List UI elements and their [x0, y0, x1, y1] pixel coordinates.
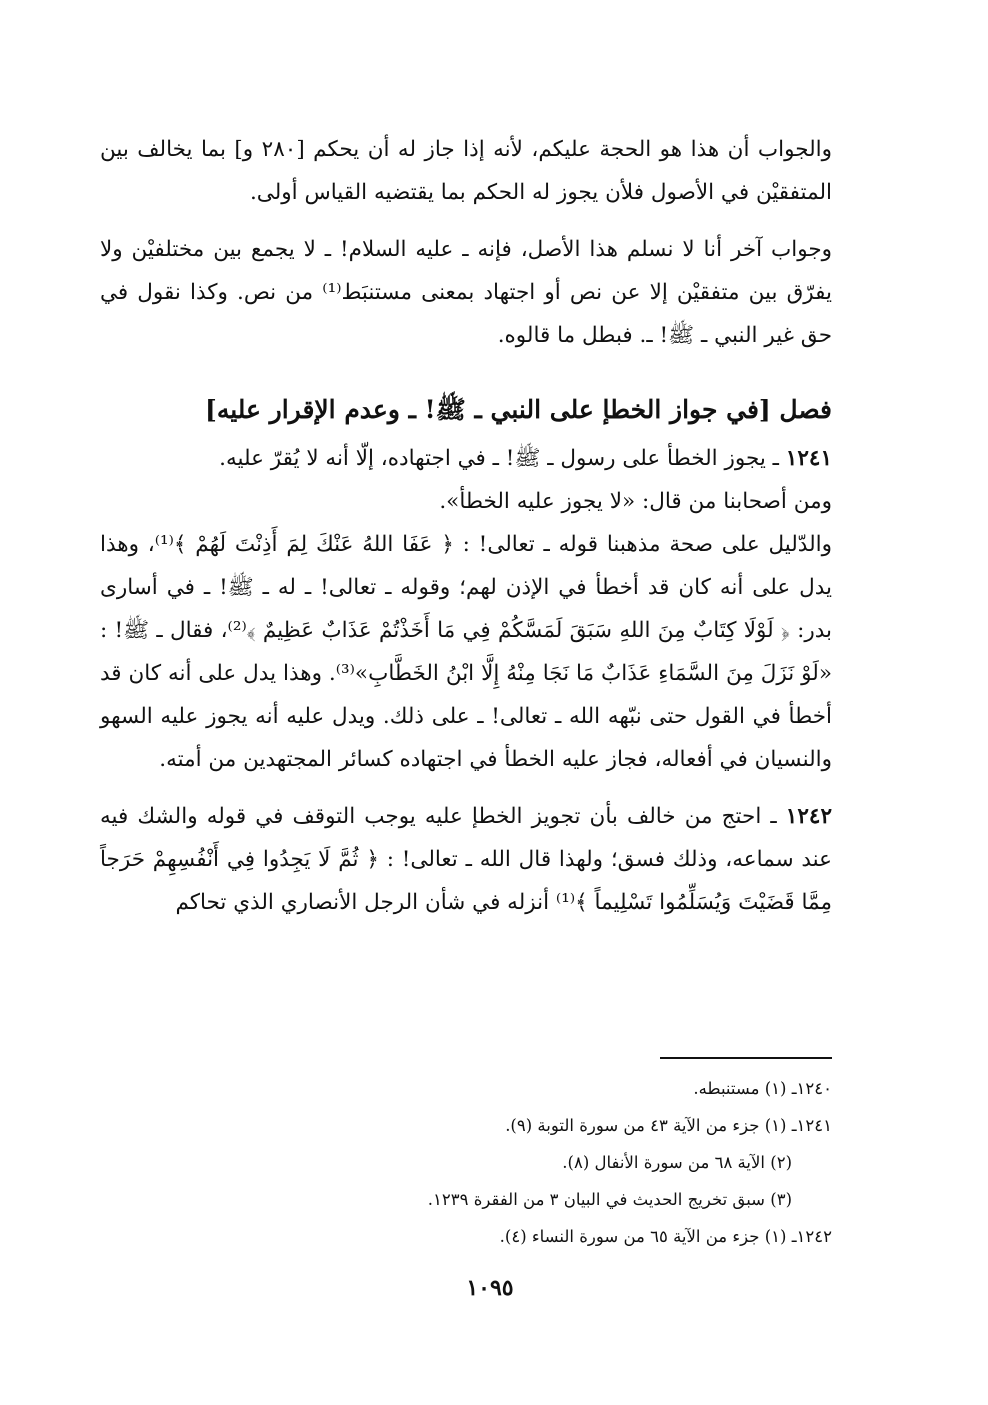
paragraph-reply-1: والجواب أن هذا هو الحجة عليكم، لأنه إذا جاز له أن يحكم [٢٨٠ و] بما يخالف بين المتفقيْن في الأصول فلأن يجوز له الحكم بما يقتضيه القياس أولى.: [100, 137, 832, 205]
footnotes: [300, 1070, 832, 1255]
paragraph-ashab: ومن أصحابنا من قال: «لا يجوز عليه الخطأ».: [439, 489, 832, 514]
page-number: ١٠٩٥: [466, 1275, 514, 1301]
footnote-separator: [660, 1057, 832, 1059]
footnote-1241-3: (٣) سبق تخريج الحديث في البيان ٣ من الفقرة ١٢٣٩.: [427, 1190, 792, 1209]
section-number-1241: ١٢٤١: [785, 446, 832, 471]
footnote-1241-1: ١٢٤١ـ (١) جزء من الآية ٤٣ من سورة التوبة (٩).: [505, 1116, 832, 1135]
paragraph-1241: [100, 437, 832, 480]
page-body: [100, 128, 832, 924]
section-text-1241: ـ يجوز الخطأ على رسول ـ ﷺ! ـ في اجتهاده، إلّا أنه لا يُقرّ عليه.: [219, 446, 786, 471]
section-heading: فصل [في جواز الخطإ على النبي ـ ﷺ! ـ وعدم الإقرار عليه]: [204, 395, 832, 424]
section-text-1242: ـ احتج من خالف بأن تجويز الخطإ عليه يوجب التوقف في قوله والشك فيه عند سماعه، وذلك فسق؛ ولهذا قال الله ـ تعالى! : ﴿ ثُمَّ لَا يَجِدُوا فِي أَنْفُسِهِمْ حَرَجاً مِمَّا قَضَيْتَ وَيُسَلِّمُوا تَسْلِيماً ﴾⁽¹⁾ أنزله في شأن الرجل الأنصاري الذي تحاكم: [100, 804, 832, 915]
paragraph-reply-2: وجواب آخر أنا لا نسلم هذا الأصل، فإنه ـ عليه السلام! ـ لا يجمع بين مختلفيْن ولا يفرّق بين متفقيْن إلا عن نص أو اجتهاد بمعنى مستنبَط⁽¹⁾ من نص. وكذا نقول في حق غير النبي ـ ﷺ! ـ. فبطل ما قالوه.: [100, 237, 832, 348]
paragraph-1242: [100, 795, 832, 924]
footnote-1241-2: (٢) الآية ٦٨ من سورة الأنفال (٨).: [562, 1153, 792, 1172]
section-number-1242: ١٢٤٢: [785, 804, 832, 829]
footnote-1242-1: ١٢٤٢ـ (١) جزء من الآية ٦٥ من سورة النساء (٤).: [499, 1227, 832, 1246]
paragraph-dalil: والدّليل على صحة مذهبنا قوله ـ تعالى! : ﴿ عَفَا اللهُ عَنْكَ لِمَ أَذِنْتَ لَهُمْ ﴾⁽¹⁾، وهذا يدل على أنه كان قد أخطأ في الإذن لهم؛ وقوله ـ تعالى! ـ له ـ ﷺ! ـ في أسارى بدر: ﴿ لَوْلَا كِتَابٌ مِنَ اللهِ سَبَقَ لَمَسَّكُمْ فِي مَا أَخَذْتُمْ عَذَابٌ عَظِيمٌ ﴾⁽²⁾، فقال ـ ﷺ! : «لَوْ نَزَلَ مِنَ السَّمَاءِ عَذَابٌ مَا نَجَا مِنْهُ إِلَّا ابْنُ الخَطَّابِ»⁽³⁾. وهذا يدل على أنه كان قد أخطأ في القول حتى نبّهه الله ـ تعالى! ـ على ذلك. ويدل عليه أنه يجوز عليه السهو والنسيان في أفعاله، فجاز عليه الخطأ في اجتهاده كسائر المجتهدين من أمته.: [100, 532, 832, 772]
footnote-1240-1: ١٢٤٠ـ (١) مستنبطه.: [693, 1079, 832, 1098]
